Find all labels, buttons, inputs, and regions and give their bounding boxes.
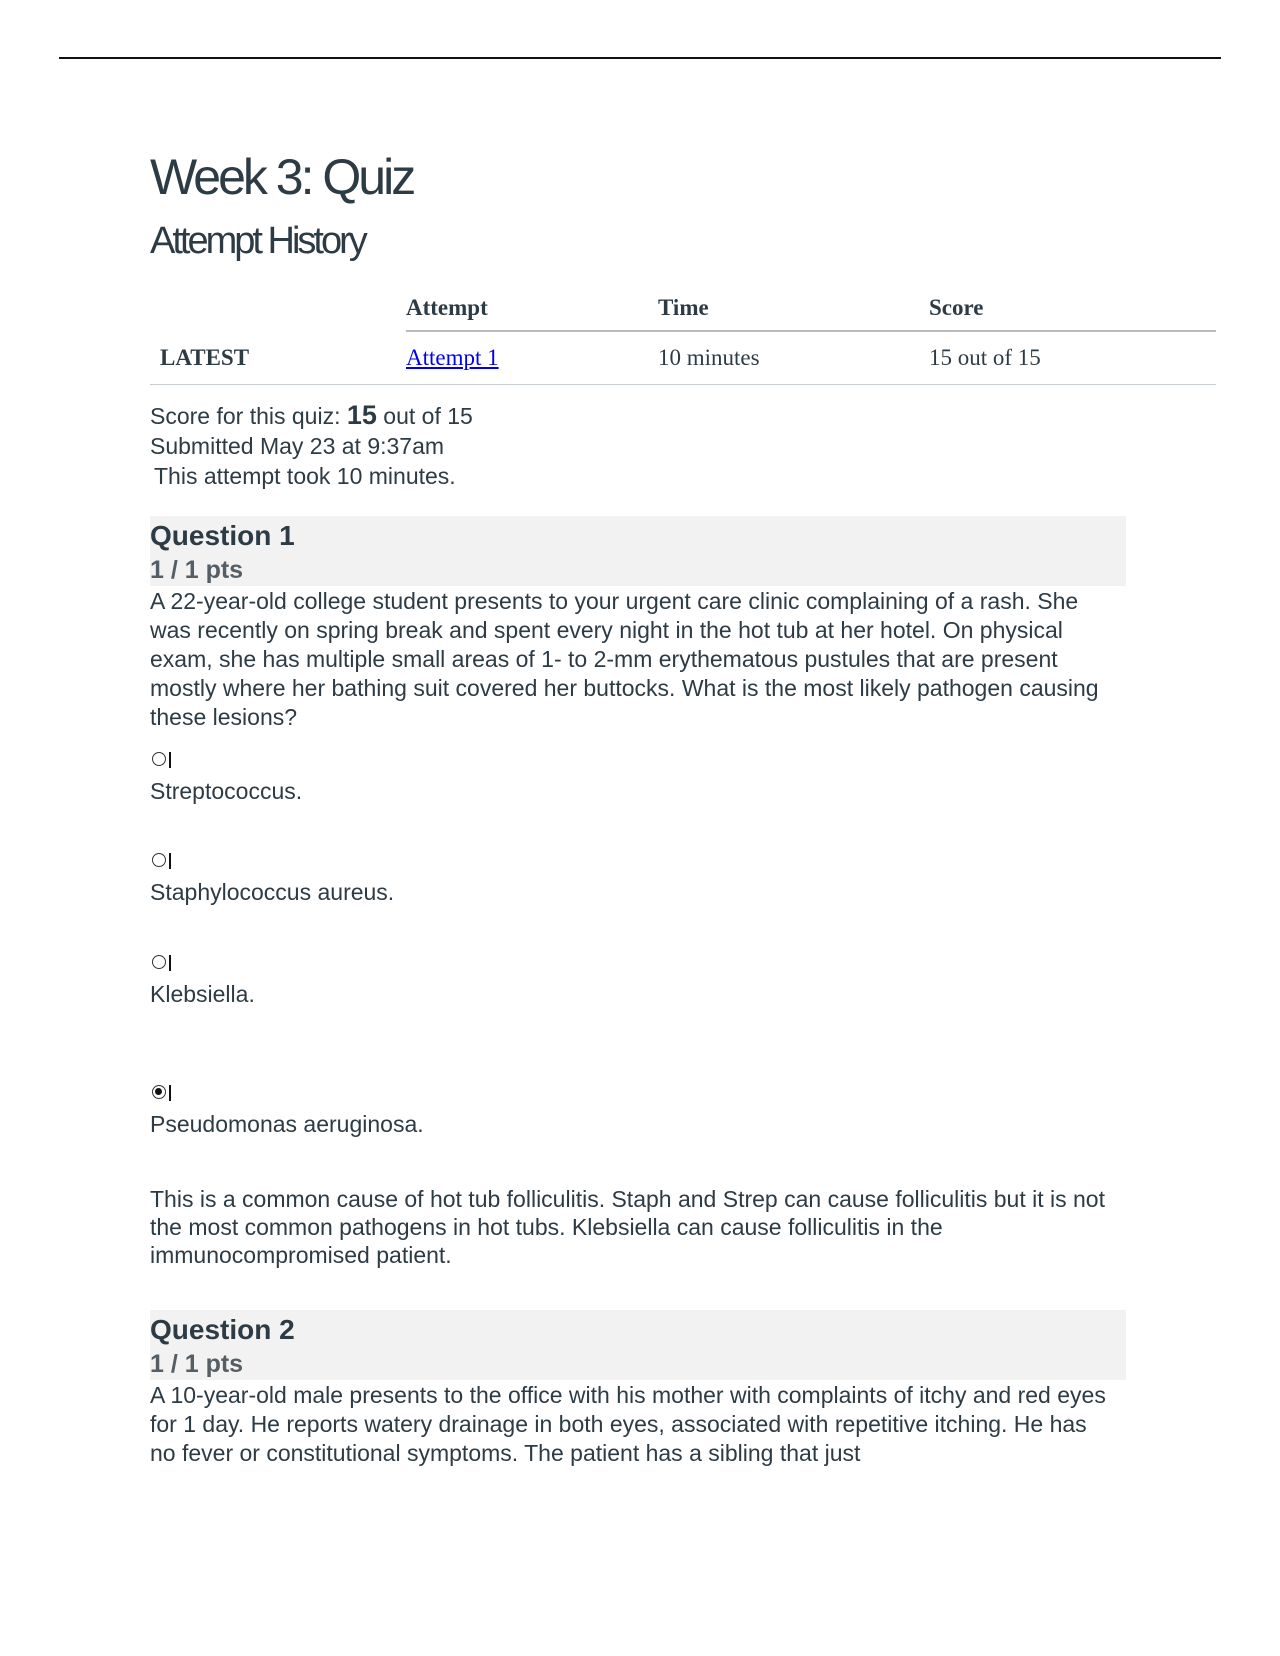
table-row: [150, 331, 1216, 385]
radio-selected-icon[interactable]: [152, 1085, 166, 1099]
score-summary: [150, 400, 473, 491]
answer-label: Streptococcus.: [150, 778, 303, 804]
attempt-history-table: [150, 286, 1216, 385]
question-1-text: A 22-year-old college student presents to your urgent care clinic complaining of a rash. She was recently on spring break and spent every night in the hot tub at her hotel. On physical exam, she has multiple small areas of 1- to 2-mm erythematous pustules that are present mostly where her bathing suit covered her buttocks. What is the most likely pathogen causing these lesions?: [150, 588, 1099, 730]
top-rule: [59, 57, 1221, 59]
header-attempt: Attempt: [406, 286, 658, 331]
answer-label: Pseudomonas aeruginosa.: [150, 1111, 424, 1137]
score-value: 15: [346, 400, 377, 430]
attempt-history-title: Attempt History: [150, 220, 365, 262]
latest-label: LATEST: [150, 331, 406, 385]
answer-label: Klebsiella.: [150, 981, 255, 1007]
question-1-header: [150, 516, 1126, 586]
score-prefix: Score for this quiz:: [150, 403, 341, 429]
header-status: [150, 286, 406, 331]
attempt-1-link[interactable]: Attempt 1: [406, 345, 499, 370]
radio-unselected-icon[interactable]: [152, 752, 166, 766]
question-2-points: 1 / 1 pts: [150, 1350, 244, 1378]
header-score: Score: [929, 286, 1216, 331]
radio-unselected-icon[interactable]: [152, 853, 166, 867]
answer-label: Staphylococcus aureus.: [150, 879, 395, 905]
quiz-title: Week 3: Quiz: [150, 149, 414, 205]
submitted-time: Submitted May 23 at 9:37am: [150, 433, 445, 459]
question-2-header: [150, 1310, 1126, 1380]
score-line: [150, 400, 473, 431]
answer-comment: This is a common cause of hot tub folliculitis. Staph and Strep can cause folliculitis but it is not the most common pathogens in hot tubs. Klebsiella can cause folliculitis in the immunocompromised patient.: [150, 1186, 1105, 1268]
attempt-duration: This attempt took 10 minutes.: [154, 463, 456, 489]
attempt-time: 10 minutes: [658, 331, 929, 385]
question-1-title: Question 1: [150, 520, 295, 551]
question-2-text: A 10-year-old male presents to the office with his mother with complaints of itchy and red eyes for 1 day. He reports watery drainage in both eyes, associated with repetitive itching. He has no fever or constitutional symptoms. The patient has a sibling that just: [150, 1382, 1106, 1466]
header-time: Time: [658, 286, 929, 331]
score-suffix: out of 15: [383, 403, 473, 429]
radio-unselected-icon[interactable]: [152, 955, 166, 969]
attempt-score: 15 out of 15: [929, 331, 1216, 385]
table-header-row: [150, 286, 1216, 331]
question-1-points: 1 / 1 pts: [150, 556, 244, 584]
question-2-title: Question 2: [150, 1314, 295, 1345]
